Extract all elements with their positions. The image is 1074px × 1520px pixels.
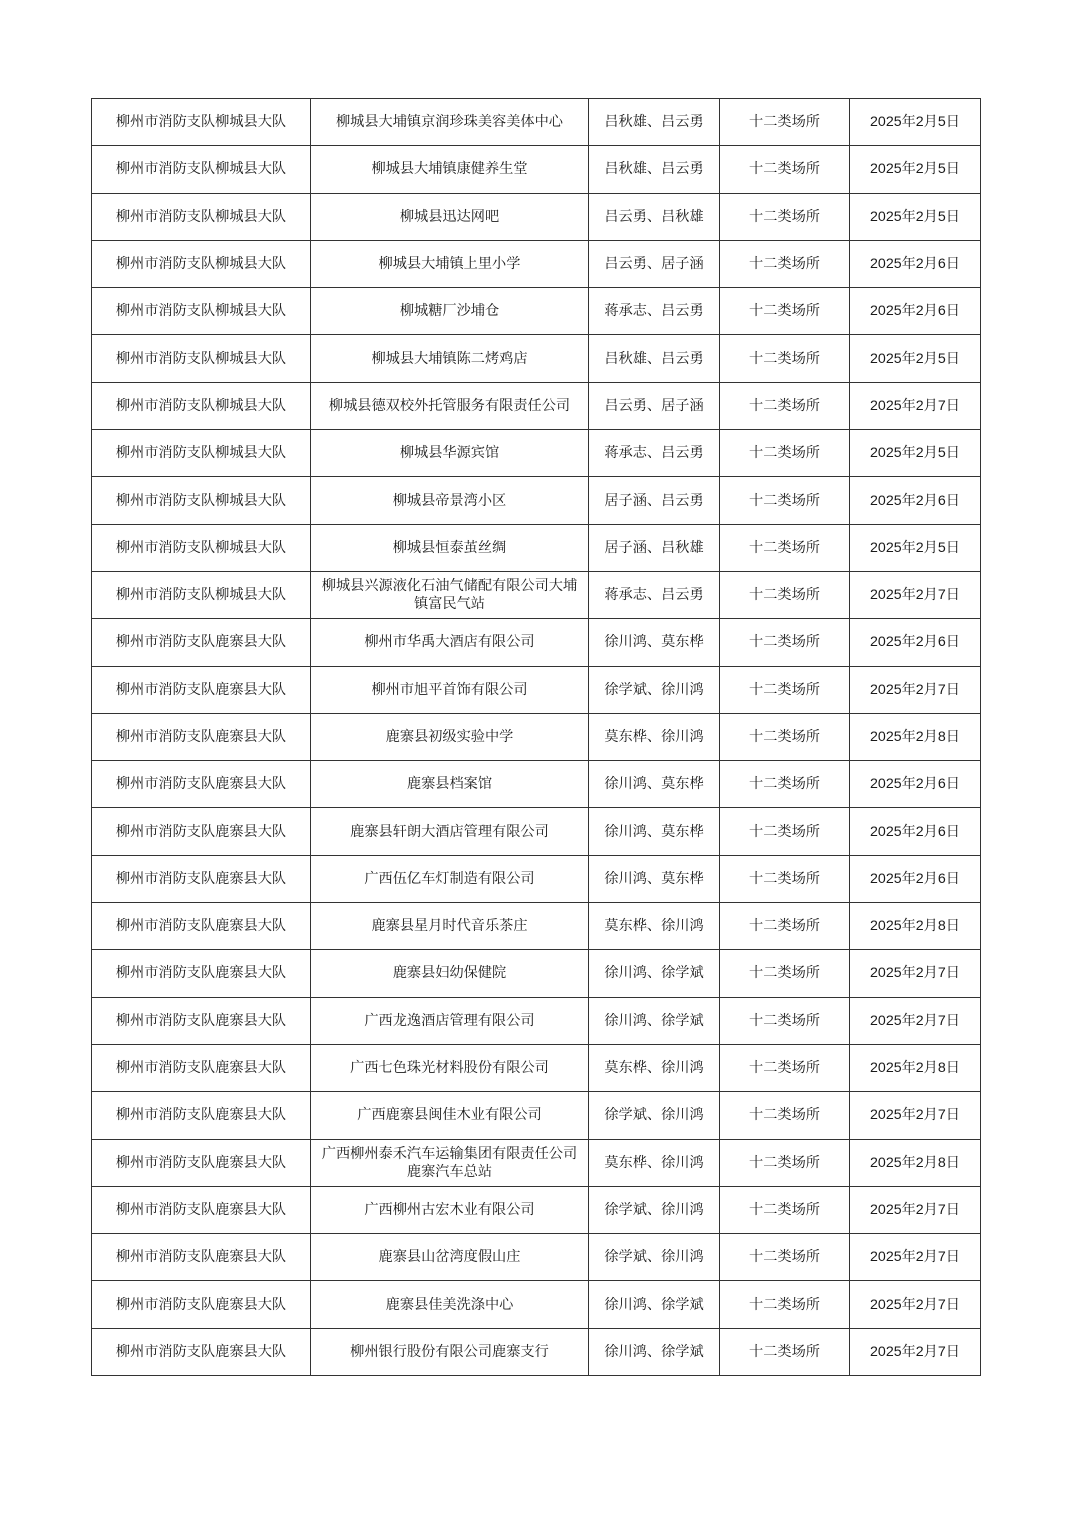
cell-date: 2025年2月5日 bbox=[850, 335, 981, 382]
cell-unit: 柳州市消防支队柳城县大队 bbox=[92, 477, 311, 524]
cell-inspectors: 吕秋雄、吕云勇 bbox=[589, 99, 720, 146]
cell-category: 十二类场所 bbox=[720, 997, 850, 1044]
cell-date: 2025年2月7日 bbox=[850, 571, 981, 618]
table-row bbox=[92, 146, 981, 193]
cell-place: 柳城县帝景湾小区 bbox=[311, 477, 589, 524]
cell-category: 十二类场所 bbox=[720, 808, 850, 855]
cell-inspectors: 莫东桦、徐川鸿 bbox=[589, 713, 720, 760]
table-row bbox=[92, 855, 981, 902]
cell-category: 十二类场所 bbox=[720, 1328, 850, 1375]
table-row bbox=[92, 335, 981, 382]
table-row bbox=[92, 903, 981, 950]
cell-category: 十二类场所 bbox=[720, 1092, 850, 1139]
inspection-table bbox=[91, 98, 981, 1376]
cell-inspectors: 徐川鸿、莫东桦 bbox=[589, 855, 720, 902]
cell-inspectors: 莫东桦、徐川鸿 bbox=[589, 1044, 720, 1091]
cell-category: 十二类场所 bbox=[720, 950, 850, 997]
table-row bbox=[92, 1044, 981, 1091]
cell-category: 十二类场所 bbox=[720, 1281, 850, 1328]
cell-unit: 柳州市消防支队柳城县大队 bbox=[92, 99, 311, 146]
cell-unit: 柳州市消防支队鹿寨县大队 bbox=[92, 761, 311, 808]
cell-category: 十二类场所 bbox=[720, 1186, 850, 1233]
cell-category: 十二类场所 bbox=[720, 1234, 850, 1281]
cell-inspectors: 徐学斌、徐川鸿 bbox=[589, 1092, 720, 1139]
cell-inspectors: 徐学斌、徐川鸿 bbox=[589, 1186, 720, 1233]
cell-category: 十二类场所 bbox=[720, 430, 850, 477]
cell-inspectors: 莫东桦、徐川鸿 bbox=[589, 1139, 720, 1186]
cell-inspectors: 徐川鸿、莫东桦 bbox=[589, 761, 720, 808]
cell-date: 2025年2月6日 bbox=[850, 761, 981, 808]
cell-date: 2025年2月7日 bbox=[850, 666, 981, 713]
cell-place: 柳城县兴源液化石油气储配有限公司大埔镇富民气站 bbox=[311, 571, 589, 618]
cell-category: 十二类场所 bbox=[720, 382, 850, 429]
cell-date: 2025年2月6日 bbox=[850, 855, 981, 902]
cell-unit: 柳州市消防支队鹿寨县大队 bbox=[92, 1139, 311, 1186]
cell-category: 十二类场所 bbox=[720, 571, 850, 618]
table-row bbox=[92, 288, 981, 335]
cell-place: 柳州市华禹大酒店有限公司 bbox=[311, 619, 589, 666]
table-row bbox=[92, 477, 981, 524]
cell-place: 鹿寨县山岔湾度假山庄 bbox=[311, 1234, 589, 1281]
cell-unit: 柳州市消防支队鹿寨县大队 bbox=[92, 808, 311, 855]
cell-category: 十二类场所 bbox=[720, 855, 850, 902]
cell-date: 2025年2月7日 bbox=[850, 1328, 981, 1375]
cell-inspectors: 蒋承志、吕云勇 bbox=[589, 288, 720, 335]
cell-place: 柳城县大埔镇京润珍珠美容美体中心 bbox=[311, 99, 589, 146]
cell-inspectors: 莫东桦、徐川鸿 bbox=[589, 903, 720, 950]
cell-date: 2025年2月6日 bbox=[850, 240, 981, 287]
table-row bbox=[92, 240, 981, 287]
cell-unit: 柳州市消防支队鹿寨县大队 bbox=[92, 1234, 311, 1281]
table-row bbox=[92, 430, 981, 477]
cell-date: 2025年2月7日 bbox=[850, 1281, 981, 1328]
cell-category: 十二类场所 bbox=[720, 524, 850, 571]
cell-inspectors: 徐川鸿、徐学斌 bbox=[589, 950, 720, 997]
cell-category: 十二类场所 bbox=[720, 288, 850, 335]
cell-date: 2025年2月6日 bbox=[850, 619, 981, 666]
table-row bbox=[92, 1234, 981, 1281]
cell-unit: 柳州市消防支队柳城县大队 bbox=[92, 571, 311, 618]
cell-place: 柳城县恒泰茧丝绸 bbox=[311, 524, 589, 571]
cell-unit: 柳州市消防支队柳城县大队 bbox=[92, 430, 311, 477]
cell-unit: 柳州市消防支队鹿寨县大队 bbox=[92, 1044, 311, 1091]
cell-inspectors: 吕云勇、吕秋雄 bbox=[589, 193, 720, 240]
cell-place: 柳州市旭平首饰有限公司 bbox=[311, 666, 589, 713]
cell-inspectors: 徐川鸿、徐学斌 bbox=[589, 997, 720, 1044]
cell-category: 十二类场所 bbox=[720, 1044, 850, 1091]
cell-place: 柳城县华源宾馆 bbox=[311, 430, 589, 477]
table-row bbox=[92, 1328, 981, 1375]
table-row bbox=[92, 666, 981, 713]
table-row bbox=[92, 1281, 981, 1328]
cell-category: 十二类场所 bbox=[720, 666, 850, 713]
table-row bbox=[92, 524, 981, 571]
cell-unit: 柳州市消防支队柳城县大队 bbox=[92, 146, 311, 193]
cell-place: 广西七色珠光材料股份有限公司 bbox=[311, 1044, 589, 1091]
cell-place: 柳城县大埔镇上里小学 bbox=[311, 240, 589, 287]
table-row bbox=[92, 1139, 981, 1186]
cell-unit: 柳州市消防支队柳城县大队 bbox=[92, 240, 311, 287]
cell-category: 十二类场所 bbox=[720, 761, 850, 808]
cell-category: 十二类场所 bbox=[720, 335, 850, 382]
cell-unit: 柳州市消防支队柳城县大队 bbox=[92, 288, 311, 335]
cell-date: 2025年2月8日 bbox=[850, 1044, 981, 1091]
cell-date: 2025年2月8日 bbox=[850, 903, 981, 950]
cell-date: 2025年2月8日 bbox=[850, 1139, 981, 1186]
cell-date: 2025年2月6日 bbox=[850, 288, 981, 335]
cell-category: 十二类场所 bbox=[720, 1139, 850, 1186]
table-row bbox=[92, 1186, 981, 1233]
cell-inspectors: 徐川鸿、莫东桦 bbox=[589, 808, 720, 855]
table-row bbox=[92, 1092, 981, 1139]
cell-date: 2025年2月6日 bbox=[850, 477, 981, 524]
cell-inspectors: 吕秋雄、吕云勇 bbox=[589, 146, 720, 193]
cell-unit: 柳州市消防支队鹿寨县大队 bbox=[92, 1328, 311, 1375]
cell-unit: 柳州市消防支队鹿寨县大队 bbox=[92, 997, 311, 1044]
cell-inspectors: 徐川鸿、徐学斌 bbox=[589, 1328, 720, 1375]
cell-date: 2025年2月7日 bbox=[850, 1092, 981, 1139]
cell-date: 2025年2月5日 bbox=[850, 430, 981, 477]
cell-unit: 柳州市消防支队鹿寨县大队 bbox=[92, 1281, 311, 1328]
cell-date: 2025年2月7日 bbox=[850, 1186, 981, 1233]
cell-inspectors: 吕云勇、居子涵 bbox=[589, 240, 720, 287]
table-row bbox=[92, 761, 981, 808]
cell-inspectors: 徐川鸿、徐学斌 bbox=[589, 1281, 720, 1328]
cell-place: 柳城县大埔镇康健养生堂 bbox=[311, 146, 589, 193]
table-row bbox=[92, 950, 981, 997]
cell-unit: 柳州市消防支队鹿寨县大队 bbox=[92, 903, 311, 950]
cell-unit: 柳州市消防支队鹿寨县大队 bbox=[92, 1092, 311, 1139]
cell-date: 2025年2月5日 bbox=[850, 193, 981, 240]
cell-inspectors: 徐学斌、徐川鸿 bbox=[589, 666, 720, 713]
cell-unit: 柳州市消防支队鹿寨县大队 bbox=[92, 950, 311, 997]
cell-date: 2025年2月8日 bbox=[850, 713, 981, 760]
table-row bbox=[92, 193, 981, 240]
cell-category: 十二类场所 bbox=[720, 619, 850, 666]
cell-place: 广西柳州古宏木业有限公司 bbox=[311, 1186, 589, 1233]
cell-place: 柳城县迅达网吧 bbox=[311, 193, 589, 240]
cell-date: 2025年2月7日 bbox=[850, 997, 981, 1044]
cell-inspectors: 居子涵、吕秋雄 bbox=[589, 524, 720, 571]
cell-category: 十二类场所 bbox=[720, 477, 850, 524]
table-row bbox=[92, 99, 981, 146]
cell-category: 十二类场所 bbox=[720, 193, 850, 240]
cell-unit: 柳州市消防支队鹿寨县大队 bbox=[92, 666, 311, 713]
cell-category: 十二类场所 bbox=[720, 713, 850, 760]
cell-date: 2025年2月5日 bbox=[850, 99, 981, 146]
table-row bbox=[92, 382, 981, 429]
cell-place: 柳城县大埔镇陈二烤鸡店 bbox=[311, 335, 589, 382]
table-row bbox=[92, 571, 981, 618]
cell-inspectors: 蒋承志、吕云勇 bbox=[589, 571, 720, 618]
inspection-table-body bbox=[92, 99, 981, 1376]
cell-unit: 柳州市消防支队柳城县大队 bbox=[92, 524, 311, 571]
cell-place: 广西伍亿车灯制造有限公司 bbox=[311, 855, 589, 902]
cell-unit: 柳州市消防支队柳城县大队 bbox=[92, 335, 311, 382]
cell-date: 2025年2月5日 bbox=[850, 146, 981, 193]
cell-unit: 柳州市消防支队鹿寨县大队 bbox=[92, 855, 311, 902]
table-row bbox=[92, 997, 981, 1044]
cell-unit: 柳州市消防支队柳城县大队 bbox=[92, 193, 311, 240]
cell-unit: 柳州市消防支队柳城县大队 bbox=[92, 382, 311, 429]
cell-place: 鹿寨县初级实验中学 bbox=[311, 713, 589, 760]
cell-unit: 柳州市消防支队鹿寨县大队 bbox=[92, 1186, 311, 1233]
cell-unit: 柳州市消防支队鹿寨县大队 bbox=[92, 713, 311, 760]
cell-category: 十二类场所 bbox=[720, 903, 850, 950]
cell-inspectors: 吕秋雄、吕云勇 bbox=[589, 335, 720, 382]
cell-inspectors: 吕云勇、居子涵 bbox=[589, 382, 720, 429]
cell-place: 广西柳州泰禾汽车运输集团有限责任公司鹿寨汽车总站 bbox=[311, 1139, 589, 1186]
table-row bbox=[92, 713, 981, 760]
cell-date: 2025年2月7日 bbox=[850, 950, 981, 997]
cell-place: 广西龙逸酒店管理有限公司 bbox=[311, 997, 589, 1044]
cell-date: 2025年2月6日 bbox=[850, 808, 981, 855]
cell-inspectors: 徐学斌、徐川鸿 bbox=[589, 1234, 720, 1281]
cell-place: 鹿寨县星月时代音乐茶庄 bbox=[311, 903, 589, 950]
cell-category: 十二类场所 bbox=[720, 146, 850, 193]
cell-inspectors: 徐川鸿、莫东桦 bbox=[589, 619, 720, 666]
cell-place: 柳城糖厂沙埔仓 bbox=[311, 288, 589, 335]
cell-place: 鹿寨县档案馆 bbox=[311, 761, 589, 808]
cell-date: 2025年2月7日 bbox=[850, 382, 981, 429]
table-row bbox=[92, 808, 981, 855]
cell-place: 鹿寨县佳美洗涤中心 bbox=[311, 1281, 589, 1328]
cell-date: 2025年2月5日 bbox=[850, 524, 981, 571]
cell-date: 2025年2月7日 bbox=[850, 1234, 981, 1281]
cell-place: 广西鹿寨县闽佳木业有限公司 bbox=[311, 1092, 589, 1139]
cell-place: 鹿寨县轩朗大酒店管理有限公司 bbox=[311, 808, 589, 855]
cell-inspectors: 居子涵、吕云勇 bbox=[589, 477, 720, 524]
cell-place: 鹿寨县妇幼保健院 bbox=[311, 950, 589, 997]
cell-category: 十二类场所 bbox=[720, 240, 850, 287]
cell-place: 柳州银行股份有限公司鹿寨支行 bbox=[311, 1328, 589, 1375]
cell-inspectors: 蒋承志、吕云勇 bbox=[589, 430, 720, 477]
cell-place: 柳城县德双校外托管服务有限责任公司 bbox=[311, 382, 589, 429]
cell-unit: 柳州市消防支队鹿寨县大队 bbox=[92, 619, 311, 666]
table-row bbox=[92, 619, 981, 666]
cell-category: 十二类场所 bbox=[720, 99, 850, 146]
